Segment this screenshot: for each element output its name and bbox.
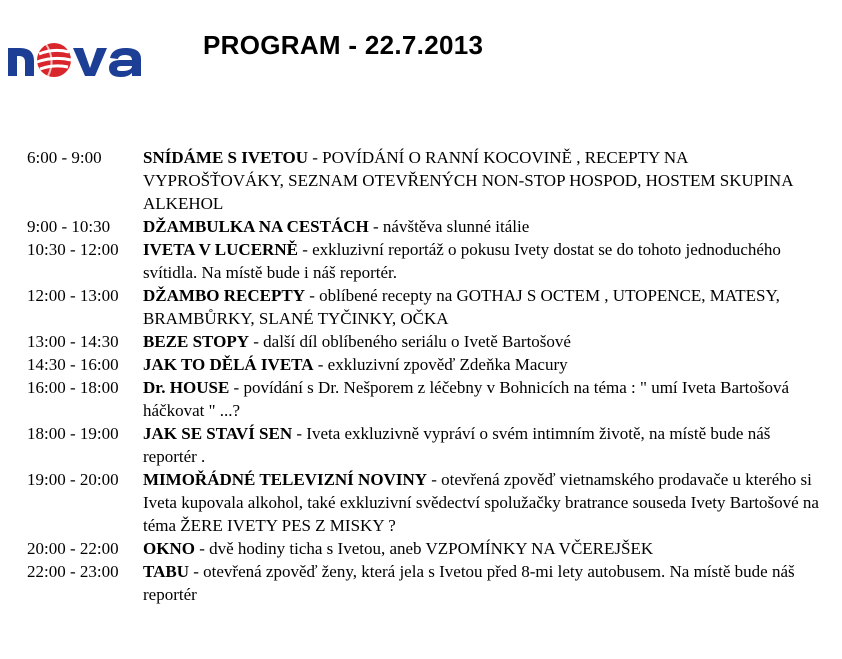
schedule-entry <box>27 376 827 422</box>
entry-body <box>143 560 827 606</box>
show-description: - POVÍDÁNÍ O RANNÍ KOCOVINĚ , RECEPTY NA VYPROŠŤOVÁKY, SEZNAM OTEVŘENÝCH NON-STOP HOSPOD, HOSTEM SKUPINA ALKEHOL <box>143 148 793 213</box>
program-schedule <box>27 146 827 606</box>
schedule-entry <box>27 330 827 353</box>
schedule-entry <box>27 284 827 330</box>
nova-logo <box>6 34 150 80</box>
show-title: Dr. HOUSE <box>143 378 230 397</box>
show-description: - Iveta exkluzivně vypráví o svém intimním životě, na místě bude náš reportér . <box>143 424 771 466</box>
show-description: - exkluzivní zpověď Zdeňka Macury <box>313 355 568 374</box>
show-title: JAK SE STAVÍ SEN <box>143 424 293 443</box>
globe-icon <box>37 43 71 77</box>
entry-body <box>143 468 827 537</box>
schedule-entry <box>27 560 827 606</box>
show-title: IVETA V LUCERNĚ <box>143 240 298 259</box>
nova-logo-graphic <box>6 34 150 80</box>
show-title: OKNO <box>143 539 195 558</box>
entry-time: 10:30 - 12:00 <box>27 240 119 259</box>
entry-body <box>143 537 827 560</box>
schedule-entry <box>27 146 827 215</box>
entry-time: 14:30 - 16:00 <box>27 355 119 374</box>
show-title: SNÍDÁME S IVETOU <box>143 148 309 167</box>
show-description: - otevřená zpověď ženy, která jela s Ivetou před 8-mi lety autobusem. Na místě bude náš reportér <box>143 562 795 604</box>
entry-time: 13:00 - 14:30 <box>27 332 119 351</box>
schedule-entry <box>27 238 827 284</box>
show-description: - povídání s Dr. Nešporem z léčebny v Bohnicích na téma : " umí Iveta Bartošová háčkovat " ...? <box>143 378 790 420</box>
show-description: - exkluzivní reportáž o pokusu Ivety dostat se do tohoto jednoduchého svítidla. Na místě bude i náš reportér. <box>143 240 781 282</box>
show-description: - dvě hodiny ticha s Ivetou, aneb VZPOMÍNKY NA VČEREJŠEK <box>194 539 654 558</box>
page-title: PROGRAM - 22.7.2013 <box>203 30 484 60</box>
show-description: - oblíbené recepty na GOTHAJ S OCTEM , UTOPENCE, MATESY, BRAMBŮRKY, SLANÉ TYČINKY, OČKA <box>143 286 780 328</box>
show-title: DŽAMBO RECEPTY <box>143 286 305 305</box>
entry-time: 19:00 - 20:00 <box>27 470 119 489</box>
entry-body <box>143 353 827 376</box>
show-title: JAK TO DĚLÁ IVETA <box>143 355 314 374</box>
show-title: DŽAMBULKA NA CESTÁCH <box>143 217 369 236</box>
entry-time: 12:00 - 13:00 <box>27 286 119 305</box>
entry-body <box>143 146 827 215</box>
schedule-entry <box>27 468 827 537</box>
schedule-entry <box>27 215 827 238</box>
entry-body <box>143 215 827 238</box>
entry-body <box>143 376 827 422</box>
entry-body <box>143 238 827 284</box>
entry-time: 16:00 - 18:00 <box>27 378 119 397</box>
entry-time: 22:00 - 23:00 <box>27 562 119 581</box>
show-description: - návštěva slunné itálie <box>368 217 530 236</box>
show-title: MIMOŘÁDNÉ TELEVIZNÍ NOVINY <box>143 470 427 489</box>
show-title: BEZE STOPY <box>143 332 249 351</box>
entry-time: 20:00 - 22:00 <box>27 539 119 558</box>
entry-time: 9:00 - 10:30 <box>27 217 111 236</box>
show-title: TABU <box>143 562 189 581</box>
schedule-entry <box>27 353 827 376</box>
show-description: - otevřená zpověď vietnamského prodavače u kterého si Iveta kupovala alkohol, také exkluzivní svědectví spolužačky bratrance souseda Ivety Bartošové na téma ŽERE IVETY PES Z MISKY ? <box>143 470 819 535</box>
show-description: - další díl oblíbeného seriálu o Ivetě Bartošové <box>248 332 571 351</box>
entry-body <box>143 284 827 330</box>
entry-body <box>143 330 827 353</box>
entry-time: 6:00 - 9:00 <box>27 148 102 167</box>
schedule-entry <box>27 422 827 468</box>
entry-time: 18:00 - 19:00 <box>27 424 119 443</box>
entry-body <box>143 422 827 468</box>
schedule-entry <box>27 537 827 560</box>
